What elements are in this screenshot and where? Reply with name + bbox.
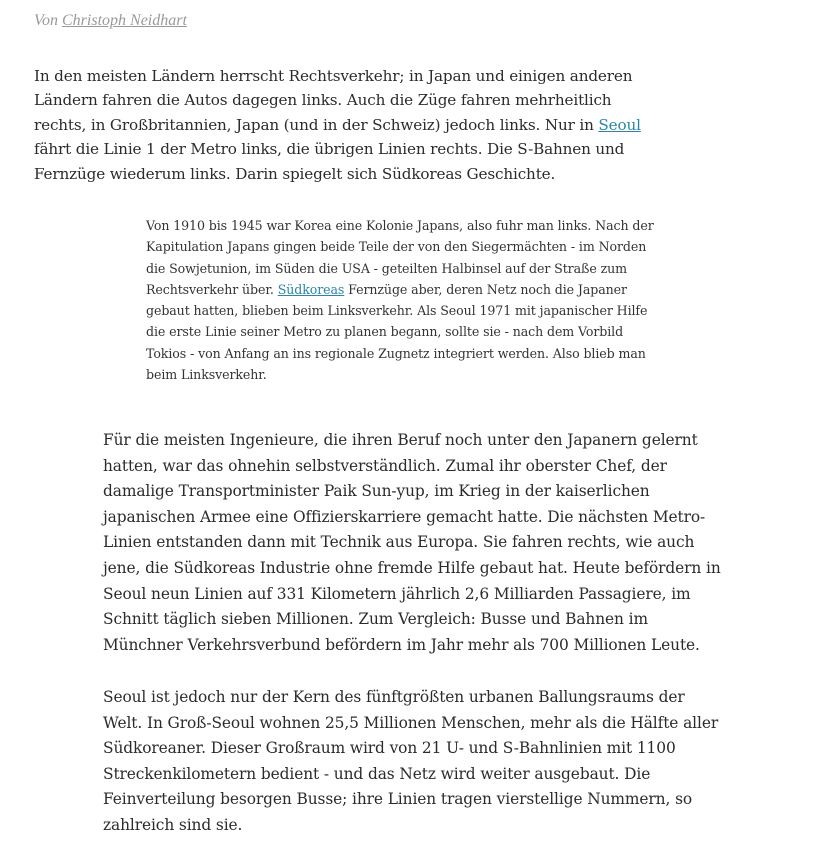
text-line: In den meisten Ländern herrscht Rechtsverkehr; in Japan und einigen anderen <box>34 67 633 85</box>
text-segment: Fernzüge aber, deren Netz noch die Japaner <box>344 281 627 297</box>
text-line: beim Linksverkehr. <box>146 367 267 383</box>
text-line: damalige Transportminister Paik Sun-yup, im Krieg in der kaiserlichen <box>103 482 650 501</box>
history-quote-block <box>146 215 654 385</box>
text-line: die erste Linie seiner Metro zu planen begann, sollte sie - nach dem Vorbild <box>146 324 624 340</box>
suedkoreas-link[interactable]: Südkoreas <box>277 281 345 297</box>
engineers-paragraph <box>103 428 721 658</box>
text-line: Streckenkilometern bedient - und das Netz wird weiter ausgebaut. Die <box>103 764 651 783</box>
text-line: Schnitt täglich sieben Millionen. Zum Vergleich: Busse und Bahnen im <box>103 610 648 629</box>
text-line: japanischen Armee eine Offizierskarriere gemacht hatte. Die nächsten Metro- <box>103 507 706 526</box>
text-line: Seoul neun Linien auf 331 Kilometern jährlich 2,6 Milliarden Passagiere, im <box>103 584 691 603</box>
text-line: Welt. In Groß-Seoul wohnen 25,5 Millionen Menschen, mehr als die Hälfte aller <box>103 713 719 732</box>
text-line: Münchner Verkehrsverbund befördern im Jahr mehr als 700 Millionen Leute. <box>103 635 700 654</box>
author-link[interactable]: Christoph Neidhart <box>62 12 187 29</box>
author-byline <box>34 12 187 30</box>
byline-prefix: Von <box>34 12 62 29</box>
text-line: zahlreich sind sie. <box>103 815 243 834</box>
text-line <box>146 279 654 300</box>
text-line: jene, die Südkoreas Industrie ohne fremde Hilfe gebaut hat. Heute befördern in <box>103 558 721 577</box>
text-line: Linien entstanden dann mit Technik aus Europa. Sie fahren rechts, wie auch <box>103 533 695 552</box>
text-line: Von 1910 bis 1945 war Korea eine Kolonie Japans, also fuhr man links. Nach der <box>146 218 654 233</box>
text-line: hatten, war das ohnehin selbstverständlich. Zumal ihr oberster Chef, der <box>103 456 667 475</box>
greater-seoul-paragraph <box>103 685 718 839</box>
text-line: Kapitulation Japans gingen beide Teile der von den Siegermächten - im Norden <box>146 239 647 255</box>
text-line: Ländern fahren die Autos dagegen links. Auch die Züge fahren mehrheitlich <box>34 91 612 110</box>
text-line: die Sowjetunion, im Süden die USA - geteilten Halbinsel auf der Straße zum <box>146 260 627 276</box>
text-line: Fernzüge wiederum links. Darin spiegelt sich Südkoreas Geschichte. <box>34 164 556 183</box>
text-line: Tokios - von Anfang an ins regionale Zugnetz integriert werden. Also blieb man <box>146 345 646 361</box>
text-line: Feinverteilung besorgen Busse; ihre Linien tragen vierstellige Nummern, so <box>103 790 693 809</box>
text-segment: rechts, in Großbritannien, Japan (und in der Schweiz) jedoch links. Nur in <box>34 115 599 134</box>
text-segment: Rechtsverkehr über. <box>146 281 278 297</box>
text-line: Für die meisten Ingenieure, die ihren Beruf noch unter den Japanern gelernt <box>103 431 698 449</box>
text-line: Südkoreaner. Dieser Großraum wird von 21 U- und S-Bahnlinien mit 1100 <box>103 739 676 758</box>
text-line <box>34 113 641 137</box>
text-line: Seoul ist jedoch nur der Kern des fünftgrößten urbanen Ballungsraums der <box>103 688 685 706</box>
intro-paragraph <box>34 64 641 186</box>
text-line: gebaut hatten, blieben beim Linksverkehr. Als Seoul 1971 mit japanischer Hilfe <box>146 303 648 319</box>
text-line: fährt die Linie 1 der Metro links, die übrigen Linien rechts. Die S-Bahnen und <box>34 140 625 159</box>
seoul-link[interactable]: Seoul <box>598 115 641 134</box>
